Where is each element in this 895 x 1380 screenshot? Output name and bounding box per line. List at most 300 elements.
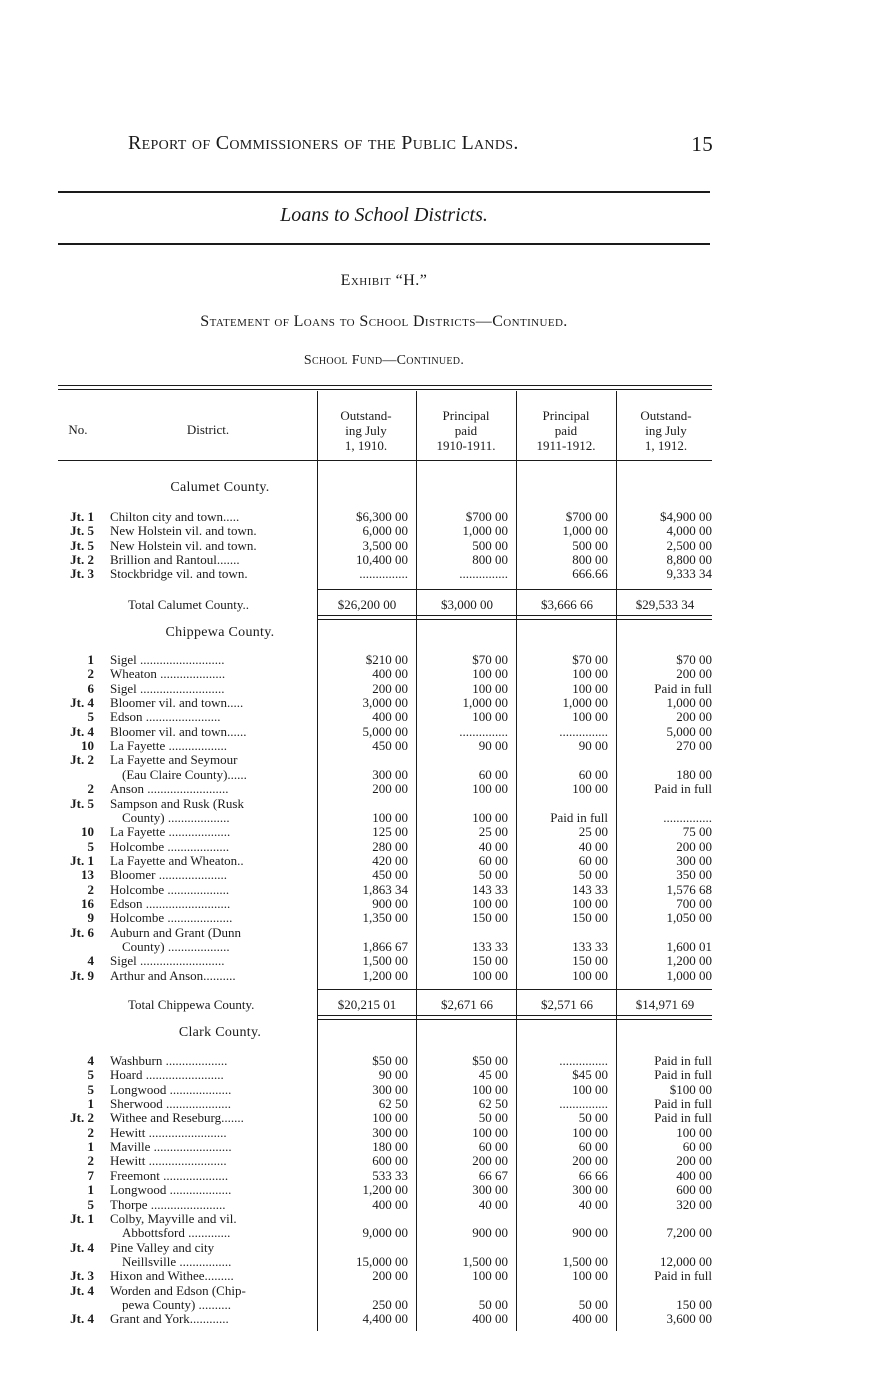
header-district: District. [186, 422, 230, 437]
row-outstanding-1910: 533 33 [372, 1167, 408, 1183]
row-outstanding-1910: 450 00 [372, 738, 408, 754]
row-number: Jt. 3 [70, 1268, 94, 1284]
row-district: Sigel .......................... [110, 681, 225, 696]
row-paid-1910-1911: 133 33 [472, 939, 508, 954]
row-paid-1911-1912: 500 00 [572, 537, 608, 553]
row-outstanding-1910: 10,400 00 [356, 552, 408, 568]
row-paid-1911-1912: 60 00 [578, 852, 608, 868]
running-head-title: Report of Commissioners of the Public Lands. [128, 132, 519, 154]
row-paid-1910-1911: 100 00 [472, 666, 508, 682]
row-outstanding-1912: 320 00 [676, 1196, 712, 1212]
table-row [58, 710, 712, 724]
row-district: Edson ....................... [110, 710, 221, 725]
row-district: Sigel .......................... [110, 653, 225, 667]
total-outstanding-1912: $14,971 69 [635, 997, 695, 1012]
row-number: Jt. 4 [70, 695, 94, 711]
row-paid-1911-1912: 50 00 [578, 1110, 608, 1126]
row-paid-1911-1912: 50 00 [578, 1296, 608, 1312]
row-outstanding-1910: $210 00 [365, 652, 408, 667]
county-heading: Chippewa County. [165, 625, 275, 640]
row-paid-1911-1912: 100 00 [572, 666, 608, 682]
row-outstanding-1910: 125 00 [372, 824, 408, 840]
row-paid-1911-1912: 100 00 [572, 1081, 608, 1097]
row-outstanding-1912: 300 00 [676, 852, 712, 868]
header-outstanding-1912: Outstand- ing July 1, 1912. [640, 408, 692, 453]
row-paid-1911-1912: 60 00 [578, 766, 608, 782]
row-number: Jt. 2 [70, 552, 94, 568]
table-row [58, 1097, 712, 1111]
row-outstanding-1910: 1,863 34 [362, 881, 408, 897]
row-district: Hoard ........................ [110, 1068, 224, 1083]
row-outstanding-1910: 300 00 [372, 1081, 408, 1097]
row-paid-1910-1911: 100 00 [472, 895, 508, 911]
table-row [58, 1111, 712, 1125]
table-row [58, 840, 712, 854]
row-outstanding-1912: 270 00 [676, 738, 712, 754]
table-row [58, 1212, 712, 1226]
table-row [58, 1068, 712, 1082]
row-paid-1911-1912: 40 00 [578, 1196, 608, 1212]
row-paid-1910-1911: 800 00 [472, 552, 508, 568]
county-heading: Calumet County. [170, 480, 270, 495]
row-paid-1911-1912: 1,500 00 [562, 1253, 608, 1269]
row-district: Holcombe ................... [110, 882, 230, 897]
row-paid-1911-1912: 400 00 [572, 1311, 608, 1327]
row-district: Anson ......................... [110, 782, 229, 797]
table-row [58, 682, 712, 696]
row-outstanding-1912: $70 00 [676, 652, 712, 667]
row-district: Chilton city and town..... [110, 510, 240, 524]
row-outstanding-1912: Paid in full [654, 1110, 712, 1126]
table-top-rule-2 [58, 389, 712, 390]
row-district: Colby, Mayville and vil. [110, 1211, 237, 1226]
row-outstanding-1912: Paid in full [654, 680, 712, 696]
row-outstanding-1912: 1,200 00 [666, 953, 712, 969]
row-number: Jt. 6 [70, 924, 94, 940]
table-row-continued [58, 1298, 712, 1312]
row-district: Arthur and Anson.......... [110, 968, 236, 983]
row-paid-1911-1912: 100 00 [572, 709, 608, 725]
row-district-continued: Abbottsford ............. [122, 1226, 231, 1241]
row-paid-1911-1912: 100 00 [572, 967, 608, 983]
total-top-rule [318, 989, 712, 990]
row-paid-1910-1911: 62 50 [478, 1096, 508, 1112]
fund-heading: School Fund—Continued. [303, 353, 465, 368]
row-outstanding-1912: 12,000 00 [660, 1253, 712, 1269]
table-row [58, 1269, 712, 1283]
row-outstanding-1910: 280 00 [372, 838, 408, 854]
row-paid-1910-1911: 45 00 [478, 1067, 508, 1083]
page-number: 15 [691, 132, 713, 156]
row-outstanding-1910: 9,000 00 [362, 1225, 408, 1241]
row-outstanding-1910: ............... [359, 566, 408, 582]
total-label: Total Calumet County.. [128, 597, 250, 612]
row-district: Hewitt ........................ [110, 1154, 227, 1169]
row-number: Jt. 2 [70, 752, 94, 768]
row-outstanding-1910: 5,000 00 [362, 723, 408, 739]
row-outstanding-1912: ............... [663, 809, 712, 825]
row-district: Longwood ................... [110, 1183, 232, 1198]
table-row [58, 1312, 712, 1326]
row-outstanding-1910: 1,200 00 [362, 1182, 408, 1198]
row-district: New Holstein vil. and town. [110, 538, 257, 553]
row-paid-1910-1911: 50 00 [478, 867, 508, 883]
row-number: Jt. 9 [70, 967, 94, 983]
row-district: New Holstein vil. and town. [110, 524, 257, 539]
row-paid-1910-1911: 90 00 [478, 738, 508, 754]
row-outstanding-1910: 6,000 00 [362, 523, 408, 539]
row-outstanding-1910: 180 00 [372, 1139, 408, 1155]
total-paid-1911-1912: $2,571 66 [541, 997, 593, 1012]
row-number: 2 [87, 781, 94, 797]
row-paid-1910-1911: 100 00 [472, 709, 508, 725]
table-row [58, 510, 712, 524]
row-paid-1911-1912: $700 00 [565, 509, 608, 524]
row-outstanding-1910: 400 00 [372, 1196, 408, 1212]
row-outstanding-1910: 4,400 00 [362, 1311, 408, 1327]
row-paid-1910-1911: 100 00 [472, 1268, 508, 1284]
total-double-rule [318, 1019, 712, 1020]
row-paid-1910-1911: 40 00 [478, 838, 508, 854]
row-district-continued: Neillsville ................ [122, 1254, 232, 1269]
table-row-continued [58, 811, 712, 825]
row-paid-1911-1912: 1,000 00 [562, 523, 608, 539]
row-district: Holcombe .................... [110, 911, 233, 926]
row-district: Thorpe ....................... [110, 1197, 226, 1212]
loans-table [58, 385, 712, 1330]
table-row [58, 739, 712, 753]
row-number: 6 [87, 680, 94, 696]
row-paid-1911-1912: 66 66 [578, 1167, 608, 1183]
row-paid-1910-1911: ............... [459, 566, 508, 582]
row-paid-1910-1911: ............... [459, 723, 508, 739]
row-district: Auburn and Grant (Dunn [110, 925, 242, 940]
row-outstanding-1910: 100 00 [372, 809, 408, 825]
row-district: Freemont .................... [110, 1168, 229, 1183]
row-paid-1910-1911: 40 00 [478, 1196, 508, 1212]
row-number: Jt. 3 [70, 566, 94, 582]
row-outstanding-1912: 400 00 [676, 1167, 712, 1183]
row-paid-1911-1912: 1,000 00 [562, 695, 608, 711]
row-number: 4 [87, 953, 94, 969]
row-paid-1910-1911: $50 00 [472, 1053, 508, 1068]
row-number: 2 [87, 881, 94, 897]
row-paid-1911-1912: 60 00 [578, 1139, 608, 1155]
row-paid-1910-1911: 100 00 [472, 781, 508, 797]
row-paid-1911-1912: 300 00 [572, 1182, 608, 1198]
row-number: 10 [81, 824, 94, 840]
header-outstanding-1910: Outstand- ing July 1, 1910. [340, 408, 392, 453]
row-number: 16 [81, 895, 94, 911]
row-district: Hewitt ........................ [110, 1125, 227, 1140]
statement-heading: Statement of Loans to School Districts—Continued. [200, 313, 568, 330]
row-number: Jt. 4 [70, 1239, 94, 1255]
row-paid-1911-1912: 200 00 [572, 1153, 608, 1169]
row-paid-1910-1911: 60 00 [478, 1139, 508, 1155]
row-district: Bloomer vil. and town...... [110, 724, 247, 739]
row-paid-1910-1911: 1,000 00 [462, 523, 508, 539]
row-outstanding-1912: 700 00 [676, 895, 712, 911]
row-paid-1911-1912: 100 00 [572, 895, 608, 911]
table-row-continued [58, 940, 712, 954]
row-outstanding-1912: 200 00 [676, 1153, 712, 1169]
row-outstanding-1912: Paid in full [654, 1096, 712, 1112]
row-paid-1911-1912: 100 00 [572, 680, 608, 696]
row-district: Bloomer ..................... [110, 868, 227, 883]
row-outstanding-1910: 100 00 [372, 1110, 408, 1126]
total-paid-1910-1911: $3,000 00 [441, 597, 493, 612]
table-row [58, 567, 712, 581]
table-row [58, 1126, 712, 1140]
total-double-rule [318, 615, 712, 616]
row-district: Grant and York............ [110, 1312, 229, 1327]
row-district: Sherwood .................... [110, 1097, 231, 1112]
table-row [58, 1083, 712, 1097]
header-bottom-rule [58, 460, 712, 461]
total-outstanding-1910: $20,215 01 [337, 997, 397, 1012]
table-row [58, 653, 712, 667]
top-rule [58, 191, 710, 193]
row-district: Edson .......................... [110, 896, 231, 911]
row-number: 5 [87, 709, 94, 725]
county-heading: Clark County. [178, 1025, 262, 1040]
row-district: La Fayette ................... [110, 825, 231, 840]
row-number: 13 [81, 867, 94, 883]
row-outstanding-1912: 7,200 00 [666, 1225, 712, 1241]
row-number: 2 [87, 666, 94, 682]
row-district: Bloomer vil. and town..... [110, 696, 244, 711]
row-outstanding-1910: 300 00 [372, 766, 408, 782]
table-row [58, 1054, 712, 1068]
row-number: Jt. 5 [70, 523, 94, 539]
table-row [58, 1169, 712, 1183]
row-number: Jt. 1 [70, 509, 94, 524]
table-row-continued [58, 768, 712, 782]
table-row [58, 1241, 712, 1255]
row-paid-1910-1911: 100 00 [472, 680, 508, 696]
row-outstanding-1912: $4,900 00 [660, 509, 712, 524]
exhibit-heading: Exhibit “H.” [340, 272, 428, 289]
row-paid-1910-1911: 150 00 [472, 910, 508, 926]
table-row [58, 753, 712, 767]
row-outstanding-1912: Paid in full [654, 1268, 712, 1284]
row-paid-1910-1911: 300 00 [472, 1182, 508, 1198]
row-paid-1911-1912: ............... [559, 1096, 608, 1112]
row-number: Jt. 1 [70, 852, 94, 868]
row-paid-1911-1912: 900 00 [572, 1225, 608, 1241]
row-paid-1910-1911: 50 00 [478, 1110, 508, 1126]
section-rule [58, 243, 710, 245]
table-row [58, 969, 712, 983]
table-row [58, 926, 712, 940]
row-paid-1911-1912: ............... [559, 723, 608, 739]
row-paid-1910-1911: 1,000 00 [462, 695, 508, 711]
row-number: 9 [87, 910, 94, 926]
row-number: Jt. 4 [70, 1311, 94, 1327]
row-number: Jt. 2 [70, 1110, 94, 1126]
section-title: Loans to School Districts. [280, 204, 488, 226]
row-outstanding-1910: $6,300 00 [356, 509, 408, 524]
row-paid-1911-1912: 100 00 [572, 1268, 608, 1284]
row-outstanding-1910: 420 00 [372, 852, 408, 868]
total-label: Total Chippewa County. [128, 997, 255, 1012]
row-paid-1911-1912: 50 00 [578, 867, 608, 883]
total-outstanding-1912: $29,533 34 [635, 597, 695, 612]
table-row [58, 911, 712, 925]
row-outstanding-1912: 9,333 34 [666, 566, 712, 582]
row-number: 1 [87, 652, 94, 667]
row-outstanding-1910: 1,200 00 [362, 967, 408, 983]
row-paid-1910-1911: 60 00 [478, 852, 508, 868]
row-number: 10 [81, 738, 94, 754]
row-paid-1911-1912: 143 33 [572, 881, 608, 897]
row-number: 2 [87, 1153, 94, 1169]
total-double-rule [318, 619, 712, 620]
row-district: Washburn ................... [110, 1054, 228, 1068]
row-outstanding-1912: Paid in full [654, 1067, 712, 1083]
row-number: 5 [87, 1081, 94, 1097]
row-outstanding-1912: Paid in full [654, 1053, 712, 1068]
row-outstanding-1912: 150 00 [676, 1296, 712, 1312]
row-paid-1910-1911: 25 00 [478, 824, 508, 840]
table-row [58, 868, 712, 882]
table-top-rule [58, 385, 712, 386]
row-outstanding-1912: 200 00 [676, 838, 712, 854]
row-outstanding-1912: 4,000 00 [666, 523, 712, 539]
row-paid-1910-1911: 900 00 [472, 1225, 508, 1241]
row-outstanding-1910: 450 00 [372, 867, 408, 883]
row-outstanding-1910: 200 00 [372, 1268, 408, 1284]
row-outstanding-1912: 2,500 00 [666, 537, 712, 553]
row-number: 7 [87, 1167, 94, 1183]
row-outstanding-1910: 15,000 00 [356, 1253, 408, 1269]
row-district-continued: (Eau Claire County)...... [122, 767, 247, 782]
table-row [58, 1154, 712, 1168]
row-outstanding-1912: 200 00 [676, 709, 712, 725]
row-district: Maville ........................ [110, 1140, 232, 1155]
row-outstanding-1912: 1,000 00 [666, 695, 712, 711]
row-outstanding-1912: 60 00 [682, 1139, 712, 1155]
row-outstanding-1912: 1,050 00 [666, 910, 712, 926]
row-paid-1911-1912: 133 33 [572, 939, 608, 954]
table-row [58, 524, 712, 538]
row-number: 1 [87, 1096, 94, 1112]
row-district: Stockbridge vil. and town. [110, 567, 248, 582]
row-outstanding-1912: 1,600 01 [666, 939, 712, 954]
row-number: 5 [87, 838, 94, 854]
table-row-continued [58, 1255, 712, 1269]
row-paid-1911-1912: 100 00 [572, 1124, 608, 1140]
row-outstanding-1912: 350 00 [676, 867, 712, 883]
row-paid-1911-1912: $45 00 [572, 1067, 608, 1083]
row-outstanding-1912: 8,800 00 [666, 552, 712, 568]
row-district: Hixon and Withee......... [110, 1269, 234, 1284]
row-outstanding-1910: 1,350 00 [362, 910, 408, 926]
row-number: Jt. 4 [70, 1282, 94, 1298]
total-paid-1910-1911: $2,671 66 [441, 997, 493, 1012]
row-outstanding-1910: 250 00 [372, 1296, 408, 1312]
row-number: 5 [87, 1196, 94, 1212]
row-outstanding-1910: 3,500 00 [362, 537, 408, 553]
row-paid-1911-1912: 100 00 [572, 781, 608, 797]
row-paid-1911-1912: $70 00 [572, 652, 608, 667]
row-paid-1910-1911: 150 00 [472, 953, 508, 969]
row-outstanding-1912: 600 00 [676, 1182, 712, 1198]
row-district-continued: pewa County) .......... [122, 1297, 232, 1312]
row-outstanding-1910: 3,000 00 [362, 695, 408, 711]
row-outstanding-1912: 100 00 [676, 1124, 712, 1140]
row-outstanding-1912: 1,000 00 [666, 967, 712, 983]
row-district: Holcombe ................... [110, 839, 230, 854]
row-paid-1911-1912: ............... [559, 1053, 608, 1068]
table-row [58, 797, 712, 811]
row-number: 1 [87, 1182, 94, 1198]
row-outstanding-1910: 300 00 [372, 1124, 408, 1140]
row-number: 2 [87, 1124, 94, 1140]
row-district: Brillion and Rantoul....... [110, 553, 240, 568]
total-paid-1911-1912: $3,666 66 [541, 597, 593, 612]
row-outstanding-1912: Paid in full [654, 781, 712, 797]
table-row [58, 667, 712, 681]
row-paid-1910-1911: 60 00 [478, 766, 508, 782]
row-outstanding-1910: 1,500 00 [362, 953, 408, 969]
row-paid-1910-1911: 400 00 [472, 1311, 508, 1327]
row-paid-1910-1911: 50 00 [478, 1296, 508, 1312]
row-number: Jt. 4 [70, 723, 94, 739]
header-no: No. [68, 422, 88, 437]
row-paid-1911-1912: 150 00 [572, 910, 608, 926]
table-row [58, 897, 712, 911]
row-paid-1910-1911: 100 00 [472, 1081, 508, 1097]
row-number: 1 [87, 1139, 94, 1155]
table-row [58, 539, 712, 553]
row-paid-1911-1912: 666.66 [572, 566, 608, 582]
header-paid-1910-1911: Principal paid 1910-1911. [436, 408, 496, 453]
row-outstanding-1910: 600 00 [372, 1153, 408, 1169]
table-row [58, 1183, 712, 1197]
row-number: 4 [87, 1053, 94, 1068]
row-paid-1911-1912: 150 00 [572, 953, 608, 969]
table-row [58, 954, 712, 968]
row-outstanding-1912: 3,600 00 [666, 1311, 712, 1327]
row-number: Jt. 1 [70, 1210, 94, 1226]
row-outstanding-1912: $100 00 [669, 1081, 712, 1097]
table-row [58, 725, 712, 739]
row-paid-1911-1912: 25 00 [578, 824, 608, 840]
row-paid-1910-1911: 100 00 [472, 1124, 508, 1140]
row-paid-1911-1912: 90 00 [578, 738, 608, 754]
row-district: Longwood ................... [110, 1082, 232, 1097]
row-paid-1910-1911: $700 00 [465, 509, 508, 524]
row-outstanding-1910: 62 50 [378, 1096, 408, 1112]
row-district: La Fayette .................. [110, 739, 227, 754]
running-head [128, 132, 713, 155]
row-outstanding-1910: 90 00 [378, 1067, 408, 1083]
row-paid-1910-1911: $70 00 [472, 652, 508, 667]
row-paid-1911-1912: 800 00 [572, 552, 608, 568]
row-outstanding-1910: 200 00 [372, 680, 408, 696]
row-outstanding-1912: 180 00 [676, 766, 712, 782]
row-outstanding-1912: 75 00 [682, 824, 712, 840]
row-outstanding-1910: 1,866 67 [362, 939, 408, 954]
row-outstanding-1910: 900 00 [372, 895, 408, 911]
table-row [58, 1140, 712, 1154]
row-district: Wheaton .................... [110, 667, 226, 682]
row-paid-1911-1912: 40 00 [578, 838, 608, 854]
table-row [58, 553, 712, 567]
row-district: Withee and Reseburg....... [110, 1111, 244, 1126]
row-outstanding-1910: 400 00 [372, 709, 408, 725]
